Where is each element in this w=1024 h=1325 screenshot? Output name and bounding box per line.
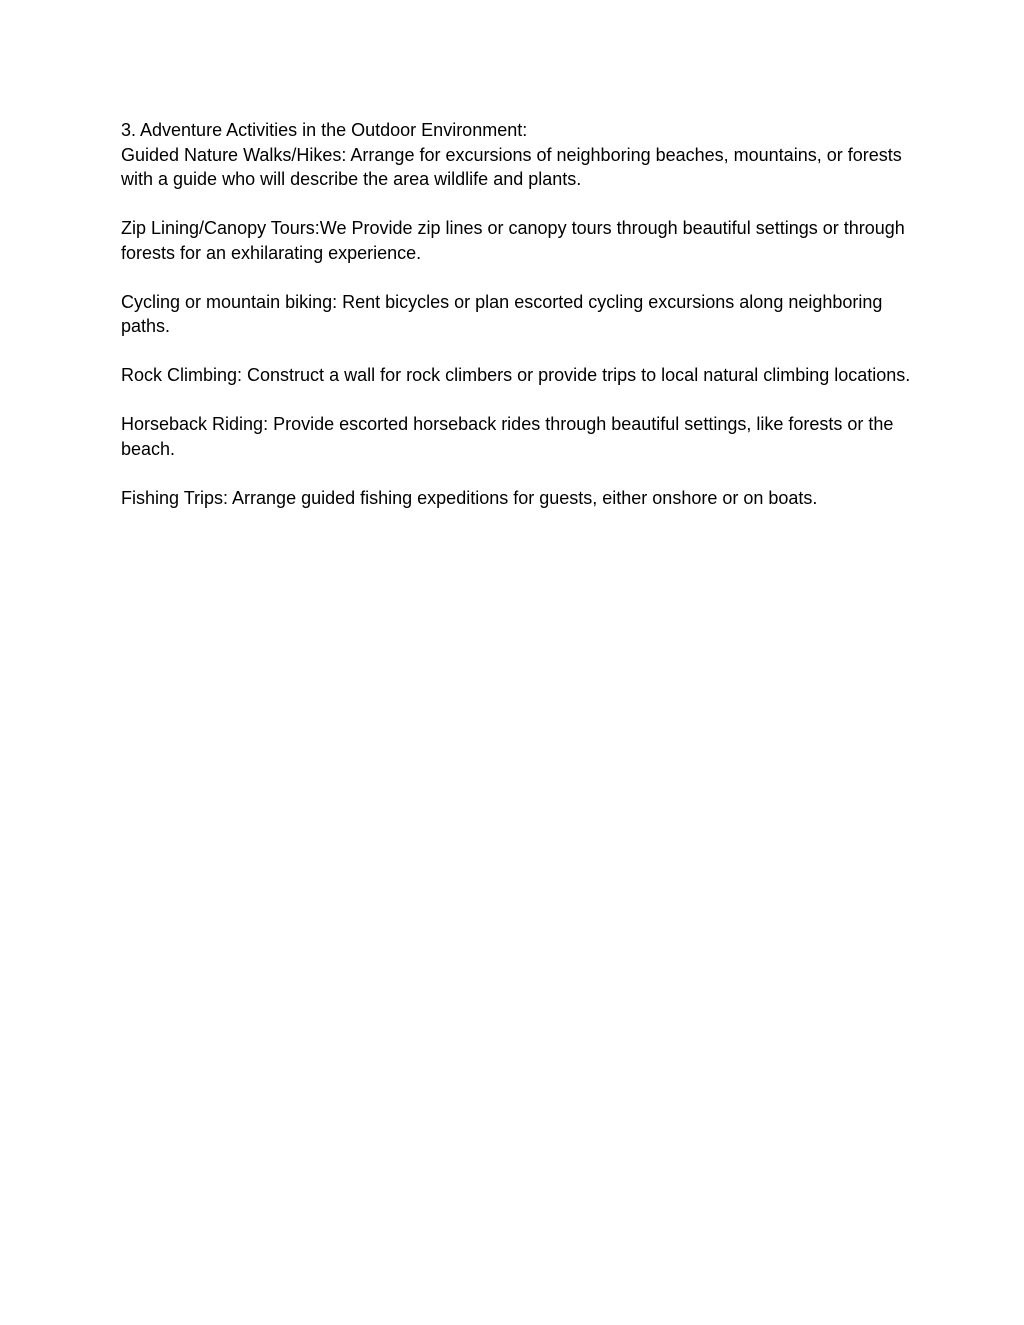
paragraph-guided-nature-walks: Guided Nature Walks/Hikes: Arrange for excursions of neighboring beaches, mountains, or forests with a guide who will describe the area wildlife and plants. (121, 144, 902, 189)
paragraph-rock-climbing: Rock Climbing: Construct a wall for rock climbers or provide trips to local natural climbing locations. (121, 365, 911, 385)
paragraph-cycling: Cycling or mountain biking: Rent bicycles or plan escorted cycling excursions along neighboring paths. (121, 291, 883, 336)
paragraph-fishing-trips: Fishing Trips: Arrange guided fishing expeditions for guests, either onshore or on boats. (121, 487, 818, 508)
document-body (121, 118, 911, 510)
paragraph-zip-lining: Zip Lining/Canopy Tours:We Provide zip lines or canopy tours through beautiful settings or through forests for an exhilarating experience. (121, 218, 905, 263)
paragraph-horseback-riding: Horseback Riding: Provide escorted horseback rides through beautiful settings, like forests or the beach. (121, 414, 894, 459)
section-heading: 3. Adventure Activities in the Outdoor Environment: (121, 120, 528, 140)
